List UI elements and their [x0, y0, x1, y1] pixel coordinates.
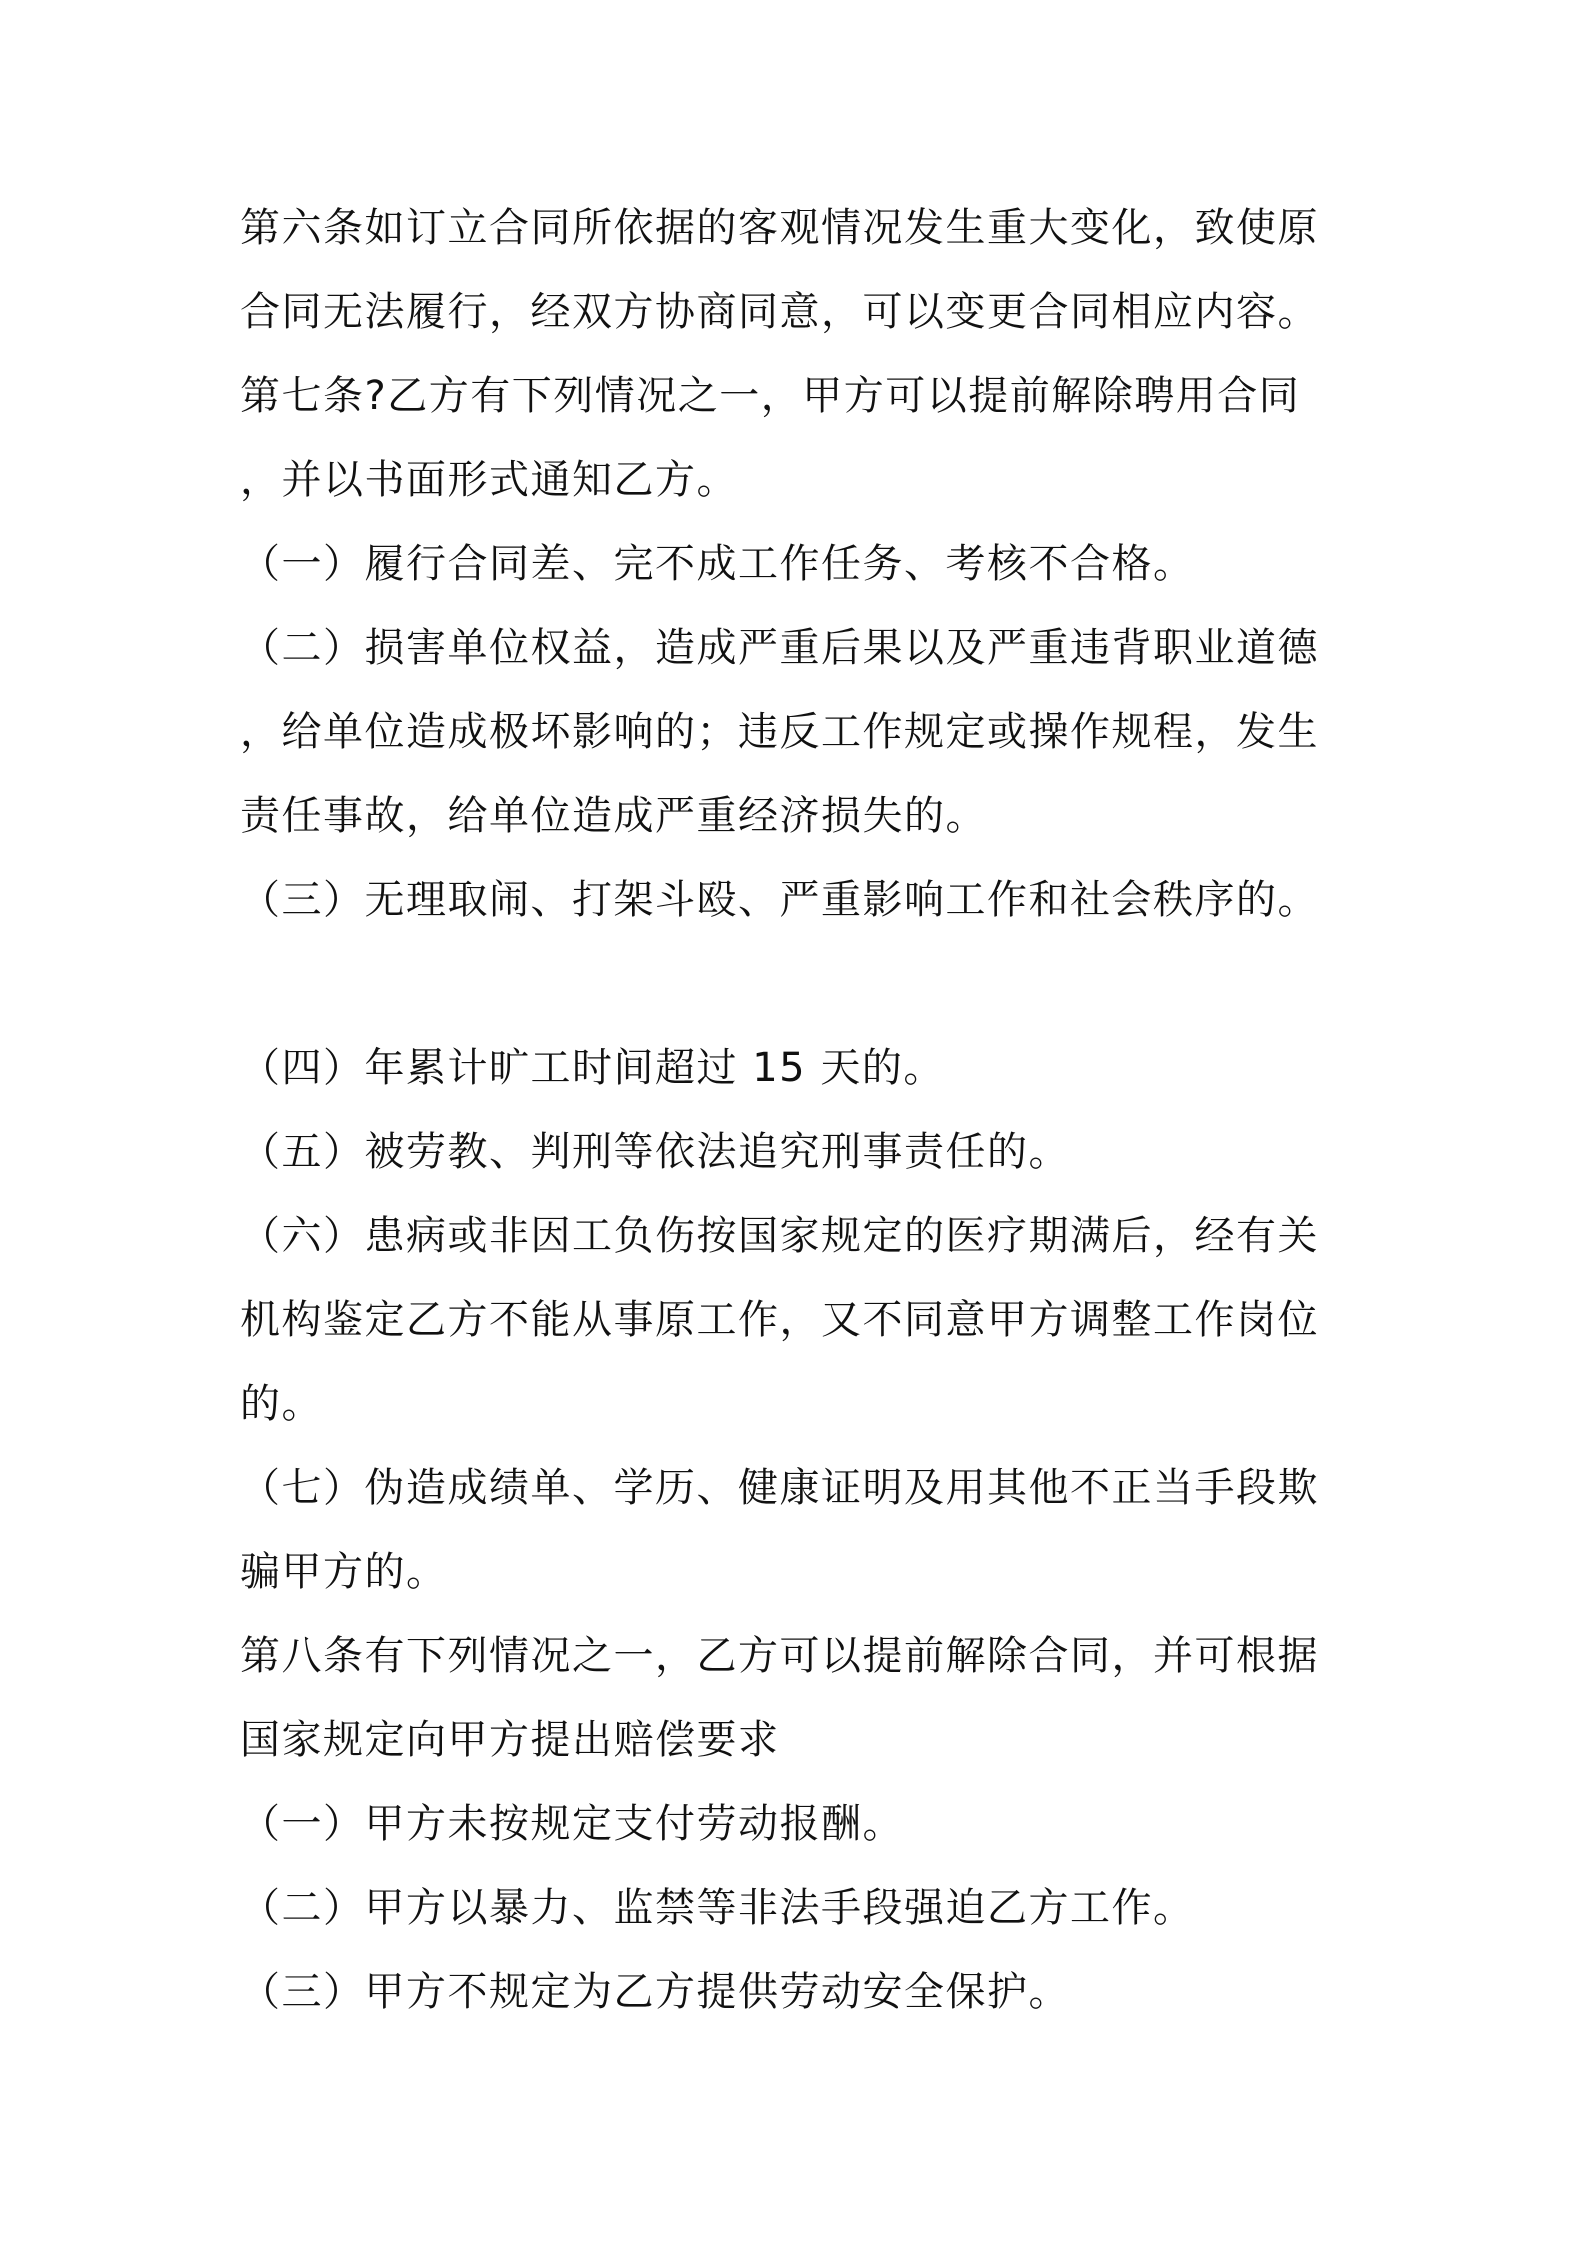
text-line: 第七条?乙方有下列情况之一，甲方可以提前解除聘用合同 — [240, 373, 1301, 419]
text-line: 国家规定向甲方提出赔偿要求 — [240, 1717, 780, 1763]
text-line: （六）患病或非因工负伤按国家规定的医疗期满后，经有关 — [240, 1213, 1319, 1259]
text-line: （三）无理取闹、打架斗殴、严重影响工作和社会秩序的。 — [240, 877, 1319, 923]
text-line: （一）履行合同差、完不成工作任务、考核不合格。 — [240, 541, 1195, 587]
text-line: 责任事故，给单位造成严重经济损失的。 — [240, 793, 987, 839]
text-line: ，并以书面形式通知乙方。 — [240, 457, 738, 503]
text-line: （三）甲方不规定为乙方提供劳动安全保护。 — [240, 1969, 1070, 2015]
text-line: 合同无法履行，经双方协商同意，可以变更合同相应内容。 — [240, 289, 1319, 335]
text-line: 第六条如订立合同所依据的客观情况发生重大变化，致使原 — [240, 205, 1319, 251]
text-line: （二）损害单位权益，造成严重后果以及严重违背职业道德 — [240, 625, 1319, 671]
text-line: ，给单位造成极坏影响的；违反工作规定或操作规程，发生 — [240, 709, 1319, 755]
text-line: 的。 — [240, 1381, 323, 1427]
text-line: 骗甲方的。 — [240, 1549, 448, 1595]
text-line: （二）甲方以暴力、监禁等非法手段强迫乙方工作。 — [240, 1885, 1195, 1931]
text-line: 第八条有下列情况之一，乙方可以提前解除合同，并可根据 — [240, 1633, 1319, 1679]
text-line: （一）甲方未按规定支付劳动报酬。 — [240, 1801, 904, 1847]
text-line: （五）被劳教、判刑等依法追究刑事责任的。 — [240, 1129, 1070, 1175]
text-line: 机构鉴定乙方不能从事原工作，又不同意甲方调整工作岗位 — [240, 1297, 1319, 1343]
text-line: （四）年累计旷工时间超过 15 天的。 — [240, 1045, 945, 1091]
text-line: （七）伪造成绩单、学历、健康证明及用其他不正当手段欺 — [240, 1465, 1319, 1511]
